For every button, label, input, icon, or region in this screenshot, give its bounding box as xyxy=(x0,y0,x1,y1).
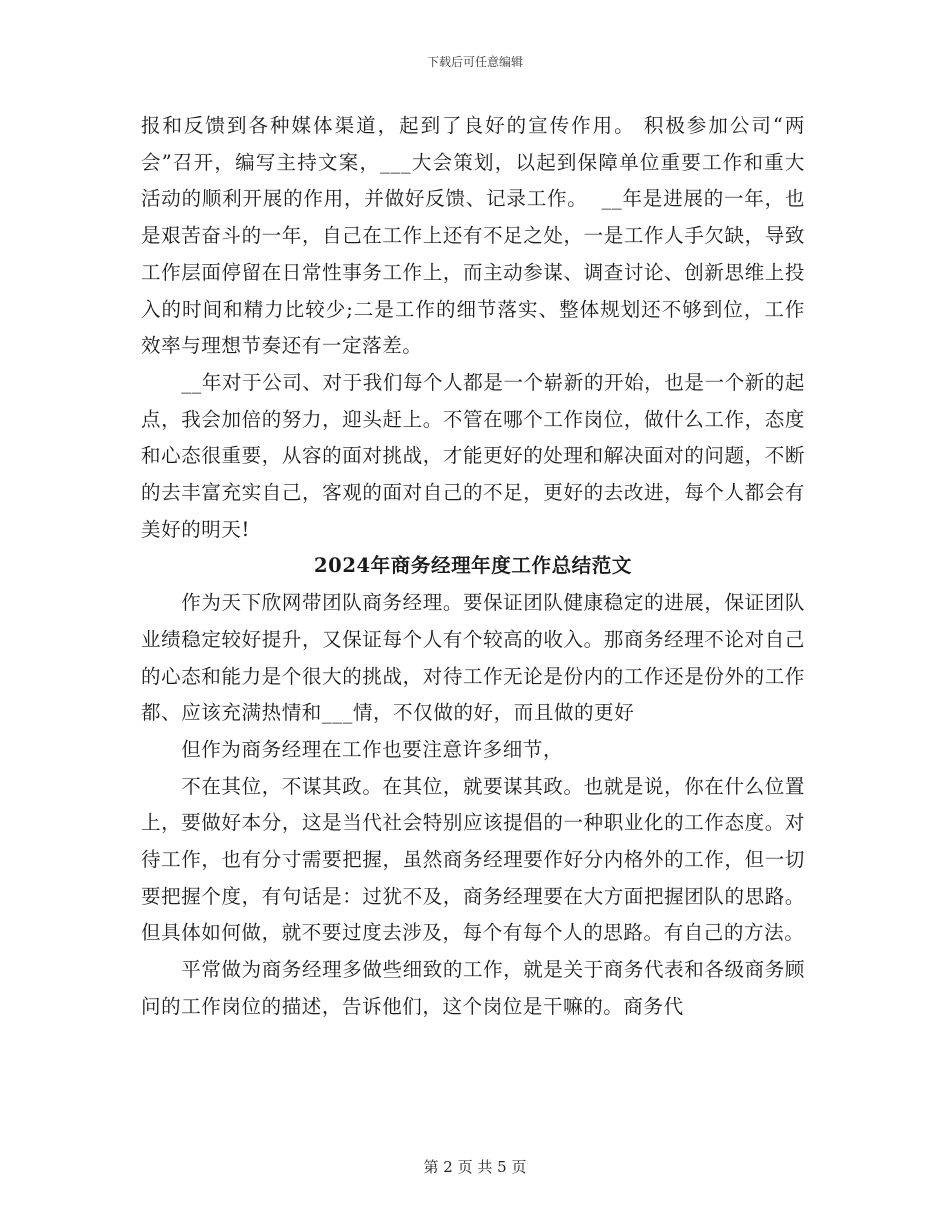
paragraph-2: __年对于公司、对于我们每个人都是一个崭新的开始，也是一个新的起点，我会加倍的努力，迎头赶上。不管在哪个工作岗位，做什么工作，态度和心态很重要，从容的面对挑战，才能更好的处理和解决面对的问题，不断的去丰富充实自己，客观的面对自己的不足，更好的去改进，每个人都会有美好的明天! xyxy=(141,370,805,541)
section-title: 2024年商务经理年度工作总结范文 xyxy=(314,554,632,578)
paragraph-1: 报和反馈到各种媒体渠道，起到了良好的宣传作用。 积极参加公司“两会”召开，编写主持文案，___大会策划，以起到保障单位重要工作和重大活动的顺利开展的作用，并做好反馈、记录工作。 __年是进展的一年，也是艰苦奋斗的一年，自己在工作上还有不足之处，一是工作人手欠缺，导致工作层面停留在日常性事务工作上，而主动参谋、调查讨论、创新思维上投入的时间和精力比较少;二是工作的细节落实、整体规划还不够到位，工作效率与理想节奏还有一定落差。 xyxy=(141,114,805,358)
paragraph-5: 不在其位，不谋其政。在其位，就要谋其政。也就是说，你在什么位置上，要做好本分，这是当代社会特别应该提倡的一种职业化的工作态度。对待工作，也有分寸需要把握，虽然商务经理要作好分内格外的工作，但一切要把握个度，有句话是：过犹不及，商务经理要在大方面把握团队的思路。但具体如何做，就不要过度去涉及，每个有每个人的思路。有自己的方法。 xyxy=(141,774,805,945)
paragraph-3: 作为天下欣网带团队商务经理。要保证团队健康稳定的进展，保证团队业绩稳定较好提升，又保证每个人有个较高的收入。那商务经理不论对自己的心态和能力是个很大的挑战，对待工作无论是份内的工作还是份外的工作都、应该充满热情和___情，不仅做的好，而且做的更好 xyxy=(141,591,805,725)
document-body xyxy=(141,108,805,1026)
paragraph-4: 但作为商务经理在工作也要注意许多细节， xyxy=(141,737,564,761)
page-number: 第 2 页 共 5 页 xyxy=(423,1158,527,1176)
paragraph-6: 平常做为商务经理多做些细致的工作，就是关于商务代表和各级商务顾问的工作岗位的描述，告诉他们，这个岗位是干嘛的。商务代 xyxy=(141,958,805,1018)
header-note: 下载后可任意编辑 xyxy=(426,55,523,69)
